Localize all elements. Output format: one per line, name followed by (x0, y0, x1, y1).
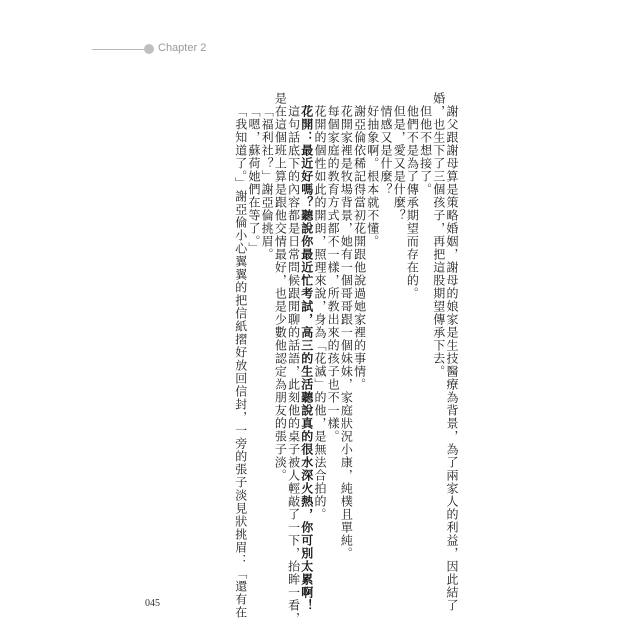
text-line: 每個家庭的教育方式都不一樣，所教出來的孩子也不一樣。 (326, 105, 341, 443)
text-line: 他們不是為了傳承期望而存在的。 (405, 105, 420, 300)
text-line: 婚，也生下了三個孩子，再把這股期望傳承下去。 (431, 92, 446, 378)
header-dot-icon (144, 44, 154, 54)
text-line: 是在這個班上算是跟他交情最好，也是少數他認定為朋友的張子淡。 (273, 92, 288, 482)
text-line: 情感又是什麼？ (378, 105, 393, 196)
chapter-label: Chapter 2 (158, 42, 207, 54)
text-line: 謝亞倫依稀記得當初花開跟他說過她家裡的事情。 (352, 105, 367, 391)
text-line: 「嗯，蘇荷她們在等了。」 (246, 105, 261, 255)
text-line: 「我知道了。」謝亞倫小心翼翼的把信紙摺好放回信封，一旁的張子淡見狀挑眉：「還有在 (233, 105, 248, 619)
text-line: 但是，愛又是什麼？ (392, 105, 407, 222)
text-line: 花開家裡是牧場背景，她有一個哥哥跟一個妹妹，家庭狀況小康，純樸且單純。 (339, 105, 354, 560)
text-line: 但他不想接了。 (418, 105, 433, 196)
page-number: 045 (145, 598, 160, 609)
text-line: 好抽象啊。根本就不懂。 (365, 105, 380, 248)
text-line: 花開：最近好嗎？聽說你最近忙考試，高三的生活聽說真的很水深火熱，你可別太累啊！ (299, 105, 314, 612)
text-line: 「福利社？」謝亞倫挑眉。 (260, 105, 275, 261)
text-line: 花開的個性如此的開朗，照理來說，身為「花滅」的他，是無法合拍的。 (312, 105, 327, 521)
header-rule (92, 49, 144, 50)
text-line: 這句話底下的內容都是日常問候跟閒聊的話語，此刻他的桌子被人輕敲了一下，抬眸一看， (286, 105, 301, 625)
body-text (233, 92, 459, 625)
text-line: 謝父跟謝母算是策略婚姻，謝母的娘家是生技醫療為背景，為了兩家人的利益，因此結了 (445, 105, 459, 612)
